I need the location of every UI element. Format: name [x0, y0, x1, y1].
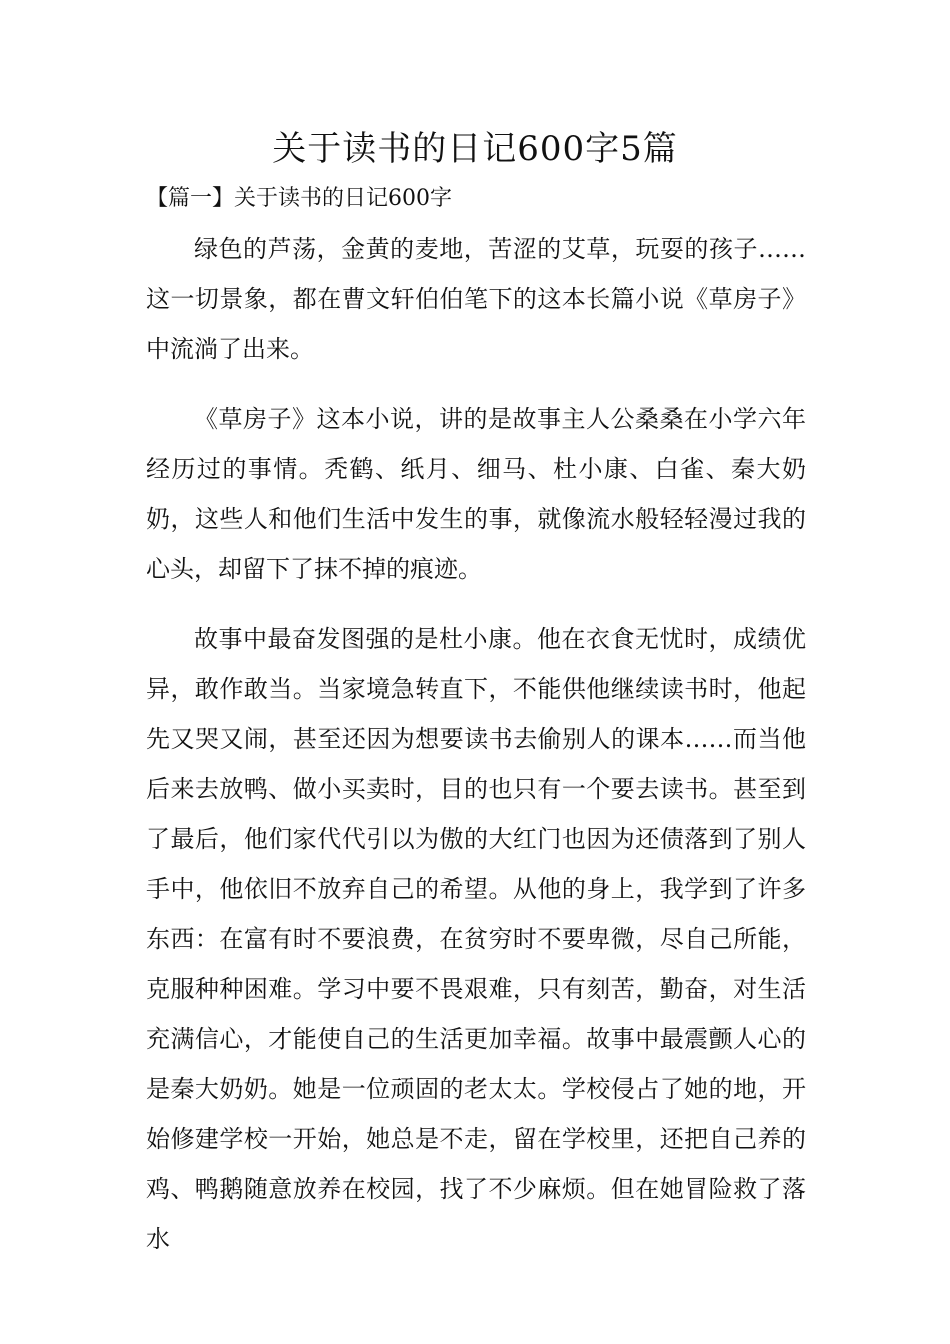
document-body: [146, 224, 806, 1284]
section-heading: 【篇一】关于读书的日记600字: [146, 186, 452, 211]
document-title: 关于读书的日记600字5篇: [272, 129, 678, 169]
paragraph-2: 《草房子》这本小说，讲的是故事主人公桑桑在小学六年经历过的事情。秃鹤、纸月、细马、杜小康、白雀、秦大奶奶，这些人和他们生活中发生的事，就像流水般轻轻漫过我的心头，却留下了抹不掉的痕迹。: [146, 405, 806, 583]
paragraph-3: 故事中最奋发图强的是杜小康。他在衣食无忧时，成绩优异，敢作敢当。当家境急转直下，不能供他继续读书时，他起先又哭又闹，甚至还因为想要读书去偷别人的课本……而当他后来去放鸭、做小买卖时，目的也只有一个要去读书。甚至到了最后，他们家代代引以为傲的大红门也因为还债落到了别人手中，他依旧不放弃自己的希望。从他的身上，我学到了许多东西：在富有时不要浪费，在贫穷时不要卑微，尽自己所能，克服种种困难。学习中要不畏艰难，只有刻苦，勤奋，对生活充满信心，才能使自己的生活更加幸福。故事中最震颤人心的是秦大奶奶。她是一位顽固的老太太。学校侵占了她的地，开始修建学校一开始，她总是不走，留在学校里，还把自己养的鸡、鸭鹅随意放养在校园，找了不少麻烦。但在她冒险救了落水: [146, 625, 806, 1253]
paragraph-1: 绿色的芦荡，金黄的麦地，苦涩的艾草，玩耍的孩子……这一切景象，都在曹文轩伯伯笔下的这本长篇小说《草房子》中流淌了出来。: [146, 235, 806, 363]
